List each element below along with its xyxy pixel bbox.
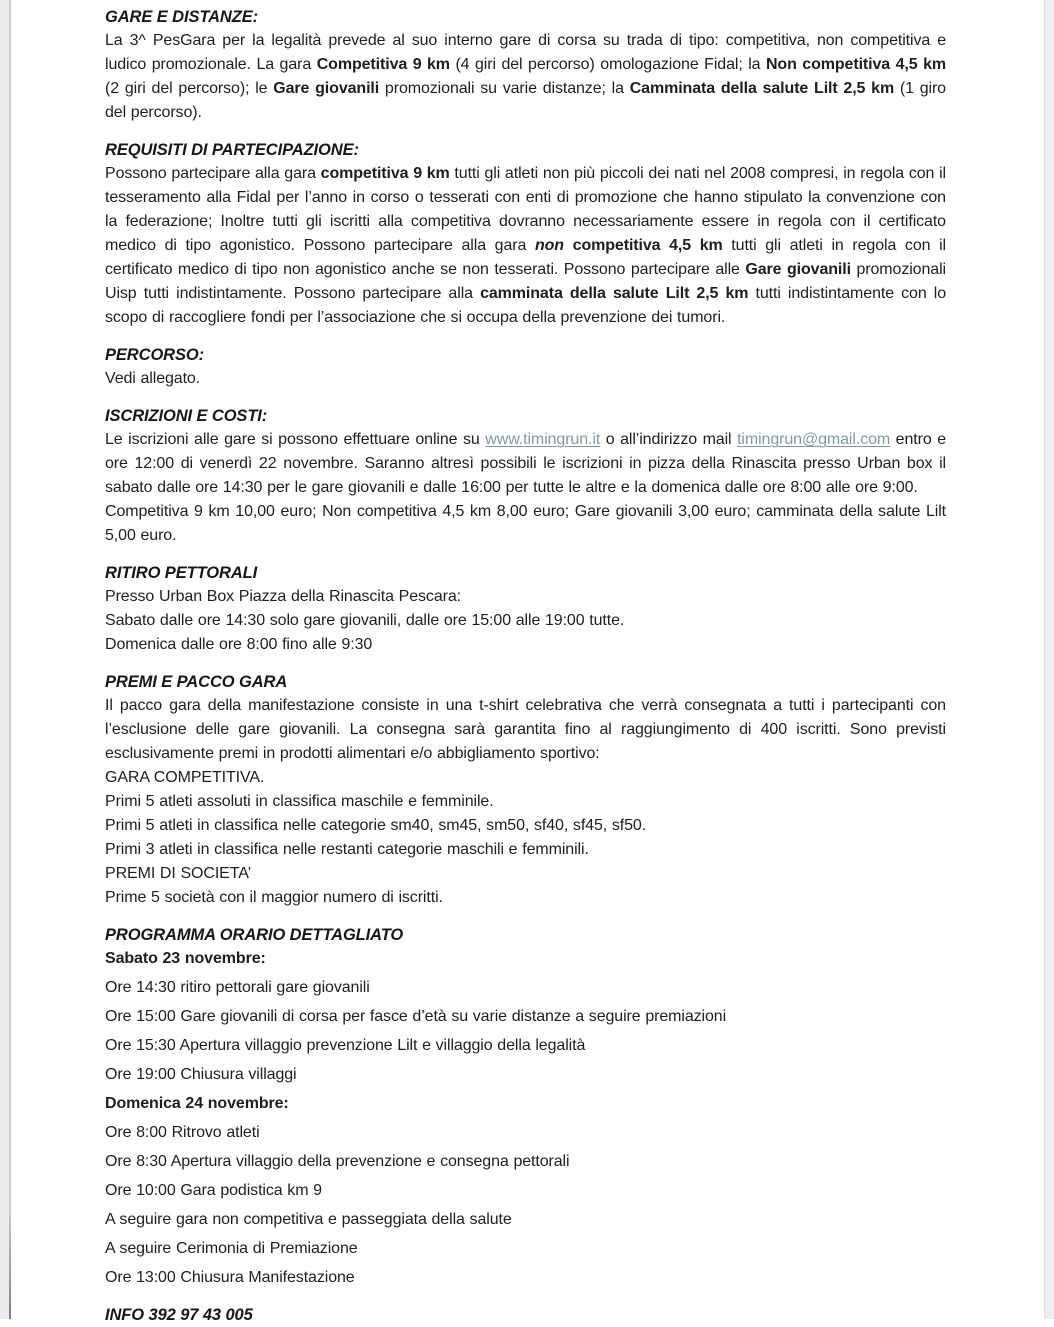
- paragraph: [105, 1121, 946, 1145]
- paragraph: [105, 1063, 946, 1087]
- paragraph: [105, 814, 946, 838]
- text-run: Primi 3 atleti in classifica nelle restanti categorie maschili e femminili.: [105, 841, 589, 858]
- paragraph: [105, 162, 946, 330]
- text-run: Sabato 23 novembre:: [105, 950, 266, 967]
- paragraph: [105, 838, 946, 862]
- text-run: Vedi allegato.: [105, 370, 201, 387]
- paragraph: [105, 585, 946, 609]
- section-requisiti-di-partecipazione: [105, 138, 946, 330]
- paragraph: [105, 694, 946, 766]
- paragraph: [105, 1005, 946, 1029]
- document-page: [105, 5, 946, 1327]
- text-run: tutti gli atleti in regola con il certificato medico di tipo non agonistico anche se non tesserati. Possono partecipare alle: [105, 237, 946, 278]
- paragraph: [105, 29, 946, 125]
- section-heading: PERCORSO:: [105, 346, 205, 364]
- section-heading: GARE E DISTANZE:: [105, 8, 259, 26]
- text-run: Ore 15:30 Apertura villaggio prevenzione Lilt e villaggio della legalità: [105, 1037, 586, 1054]
- text-run: camminata della salute Lilt 2,5 km: [480, 285, 749, 302]
- paragraph: [105, 367, 946, 391]
- text-run: Ore 8:30 Apertura villaggio della prevenzione e consegna pettorali: [105, 1153, 570, 1170]
- paragraph: [105, 1150, 946, 1174]
- link-www-timingrun[interactable]: www.timingrun.it: [485, 431, 601, 448]
- text-run: Le iscrizioni alle gare si possono effettuare online su: [105, 431, 486, 448]
- text-run: A seguire Cerimonia di Premiazione: [105, 1240, 358, 1257]
- text-run: (4 giri del percorso) omologazione Fidal; la: [449, 56, 766, 73]
- text-run: Primi 5 atleti in classifica nelle categorie sm40, sm45, sm50, sf40, sf45, sf50.: [105, 817, 647, 834]
- text-run: promozionali Uisp tutti indistintamente. Possono partecipare alla: [105, 261, 946, 302]
- paragraph: [105, 500, 946, 548]
- section-heading: RITIRO PETTORALI: [105, 564, 258, 582]
- section-heading: PROGRAMMA ORARIO DETTAGLIATO: [105, 926, 404, 944]
- section-premi-e-pacco-gara: [105, 670, 946, 910]
- text-run: (1 giro del percorso).: [105, 80, 946, 121]
- paragraph: [105, 1208, 946, 1232]
- page-edge-left: [0, 0, 11, 1319]
- paragraph: [105, 1237, 946, 1261]
- text-run: Competitiva 9 km: [316, 56, 450, 73]
- text-run: (2 giri del percorso); le: [105, 80, 274, 97]
- text-run: Non competitiva 4,5 km: [765, 56, 947, 73]
- text-run: Domenica 24 novembre:: [105, 1095, 289, 1112]
- paragraph: [105, 886, 946, 910]
- text-run: tutti indistintamente con lo scopo di raccogliere fondi per l’associazione che si occupa della prevenzione dei tumori.: [105, 285, 946, 326]
- section-heading: ISCRIZIONI E COSTI:: [105, 407, 268, 425]
- text-run: competitiva 4,5 km: [572, 237, 723, 254]
- text-run: promozionali su varie distanze; la: [379, 80, 630, 97]
- section-heading: REQUISITI DI PARTECIPAZIONE:: [105, 141, 359, 159]
- text-run: Il pacco gara della manifestazione consiste in una t-shirt celebrativa che verrà consegnata a tutti i partecipanti con l’esclusione delle gare giovanili. La consegna sarà garantita fino al raggiungimento di 400 iscritti. Sono previsti esclusivamente premi in prodotti alimentari e/o abbigliamento sportivo:: [105, 697, 946, 762]
- text-run: Ore 13:00 Chiusura Manifestazione: [105, 1269, 355, 1286]
- text-run: A seguire gara non competitiva e passeggiata della salute: [105, 1211, 512, 1228]
- paragraph: [105, 1034, 946, 1058]
- section-ritiro-pettorali: [105, 561, 946, 657]
- paragraph: [105, 976, 946, 1000]
- text-run: La 3^ PesGara per la legalità prevede al suo interno gare di corsa su trada di tipo: competitiva, non competitiva e ludico promozionale. La gara: [105, 32, 946, 73]
- section-info: [105, 1303, 946, 1327]
- paragraph: [105, 1179, 946, 1203]
- text-run: PREMI DI SOCIETA’: [105, 865, 252, 882]
- text-run: GARA COMPETITIVA.: [105, 769, 265, 786]
- text-run: Primi 5 atleti assoluti in classifica maschile e femminile.: [105, 793, 494, 810]
- text-run: Gare giovanili: [745, 261, 851, 278]
- text-run: Camminata della salute Lilt 2,5 km: [629, 80, 895, 97]
- page-edge-right: [1044, 0, 1054, 1319]
- section-iscrizioni-e-costi: [105, 404, 946, 548]
- text-run: non: [534, 237, 564, 254]
- text-run: Ore 8:00 Ritrovo atleti: [105, 1124, 260, 1141]
- section-heading: PREMI E PACCO GARA: [105, 673, 288, 691]
- text-run: tutti gli atleti non più piccoli dei nati nel 2008 compresi, in regola con il tesseramento alla Fidal per l’anno in corso o tesserati con enti di promozione che hanno stipulato la convenzione con la federazione; Inoltre tutti gli iscritti alla competitiva dovranno necessariamente essere in regola con il certificato medico di tipo agonistico. Possono partecipare alla gara: [105, 165, 947, 254]
- paragraph: [105, 947, 946, 971]
- paragraph: [105, 1266, 946, 1290]
- text-run: Gare giovanili: [273, 80, 380, 97]
- paragraph: [105, 428, 946, 500]
- text-run: Ore 15:00 Gare giovanili di corsa per fasce d’età su varie distanze a seguire premiazioni: [105, 1008, 727, 1025]
- section-percorso: [105, 343, 946, 391]
- text-run: o all’indirizzo mail: [600, 431, 738, 448]
- paragraph: [105, 1092, 946, 1116]
- text-run: Ore 19:00 Chiusura villaggi: [105, 1066, 297, 1083]
- paragraph: [105, 609, 946, 633]
- text-run: competitiva 9 km: [320, 165, 450, 182]
- section-gare-e-distanze: [105, 5, 946, 125]
- text-run: Domenica dalle ore 8:00 fino alle 9:30: [105, 636, 373, 653]
- paragraph: [105, 790, 946, 814]
- link-email-timingrun[interactable]: timingrun@gmail.com: [737, 431, 891, 448]
- text-run: Ore 14:30 ritiro pettorali gare giovanili: [105, 979, 370, 996]
- text-run: entro e ore 12:00 di venerdì 22 novembre. Saranno altresì possibili le iscrizioni in pizza della Rinascita presso Urban box il sabato dalle ore 14:30 per le gare giovanili e dalle 16:00 per tutte le altre e la domenica dalle ore 8:00 alle ore 9:00.: [105, 431, 946, 496]
- text-run: Prime 5 società con il maggior numero di iscritti.: [105, 889, 443, 906]
- paragraph: [105, 862, 946, 886]
- paragraph: [105, 766, 946, 790]
- section-heading: INFO 392 97 43 005: [105, 1306, 253, 1324]
- paragraph: [105, 633, 946, 657]
- section-programma-orario-dettagliato: [105, 923, 946, 1290]
- text-run: Presso Urban Box Piazza della Rinascita Pescara:: [105, 588, 461, 605]
- text-run: [564, 237, 573, 254]
- text-run: Competitiva 9 km 10,00 euro; Non competitiva 4,5 km 8,00 euro; Gare giovanili 3,00 euro; camminata della salute Lilt 5,00 euro.: [105, 503, 946, 544]
- text-run: Sabato dalle ore 14:30 solo gare giovanili, dalle ore 15:00 alle 19:00 tutte.: [105, 612, 625, 629]
- text-run: Possono partecipare alla gara: [105, 165, 321, 182]
- text-run: Ore 10:00 Gara podistica km 9: [105, 1182, 322, 1199]
